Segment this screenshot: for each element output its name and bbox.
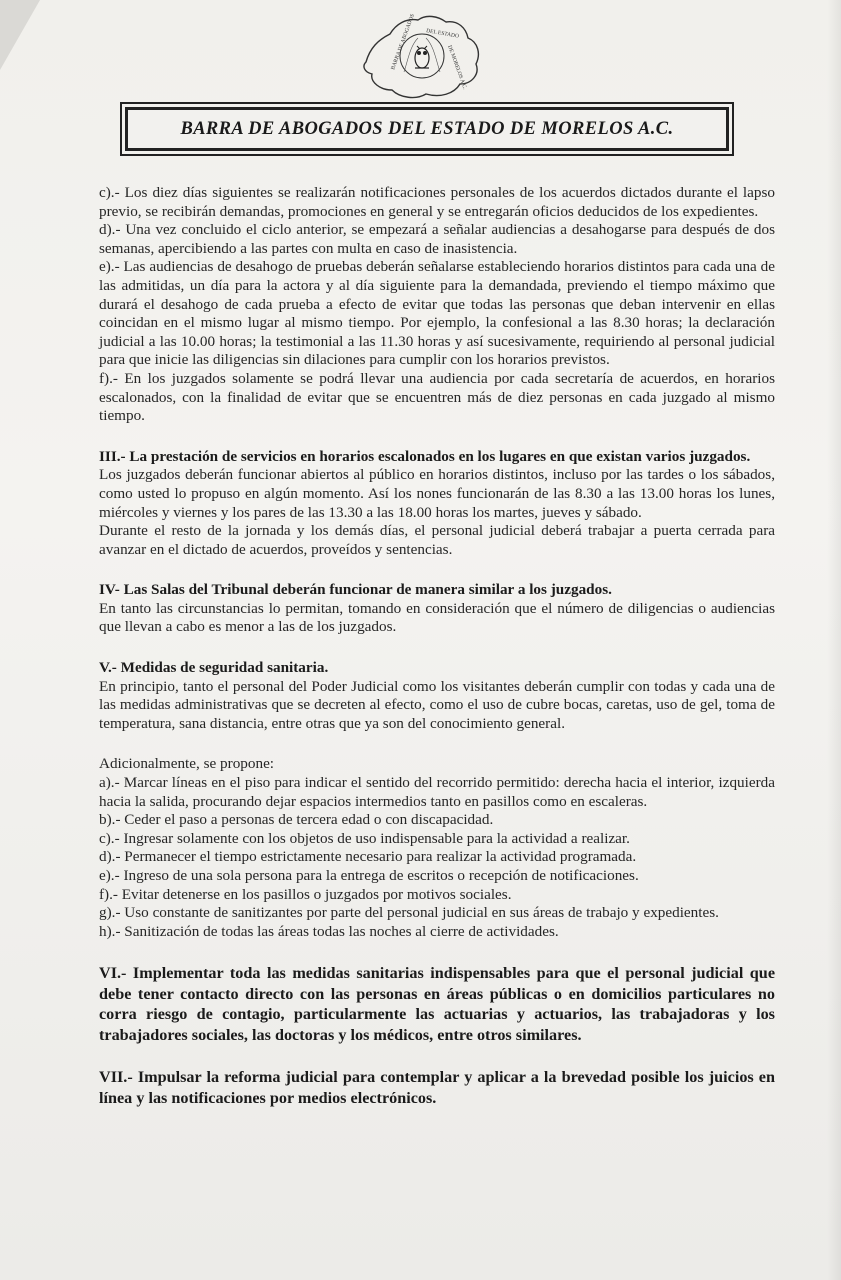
header-inner-frame bbox=[125, 107, 729, 151]
section-vii-heading: VII.- Impulsar la reforma judicial para contemplar y aplicar a la brevedad posible los juicios en línea y las notificaciones por medios electrónicos. bbox=[99, 1068, 775, 1107]
section-vi-heading: VI.- Implementar toda las medidas sanitarias indispensables para que el personal judicial que debe tener contacto directo con las personas en áreas públicas o en domicilios particulares no corra riesgo de contagio, particularmente las actuarias y actuarios, las trabajadoras y los trabajadores sociales, las doctoras y los médicos, entre otros similares. bbox=[99, 964, 775, 1044]
list-item-d: d).- Una vez concluido el ciclo anterior, se empezará a señalar audiencias a desahogarse para después de dos semanas, apercibiendo a las partes con multa en caso de inasistencia. bbox=[99, 221, 775, 257]
list-item-c: c).- Los diez días siguientes se realizarán notificaciones personales de los acuerdos dictados durante el lapso previo, se recibirán demandas, promociones en general y se entregarán oficios deducidos de los expedientes. bbox=[99, 184, 775, 220]
document-body bbox=[99, 184, 775, 1108]
header-title: BARRA DE ABOGADOS DEL ESTADO DE MORELOS A.C. bbox=[180, 118, 674, 139]
section-iii-paragraph: Durante el resto de la jornada y los demás días, el personal judicial deberá trabajar a puerta cerrada para avanzar en el dictado de acuerdos, proveídos y sentencias. bbox=[99, 522, 775, 558]
list-item-e: e).- Las audiencias de desahogo de pruebas deberán señalarse estableciendo horarios distintos para cada una de las admitidas, un día para la actora y al día siguiente para la demandada, previendo el tiempo máximo que durará el desahogo de cada prueba a efecto de evitar que todas las personas que deban intervenir en ellas coincidan en el mismo lugar al mismo tiempo. Por ejemplo, la confesional a las 8.30 horas; la declaración judicial a las 10.00 horas; la testimonial a las 11.30 horas y así sucesivamente, requiriendo al personal judicial para que inicie las diligencias sin dilaciones para cumplir con los horarios previstos. bbox=[99, 258, 775, 369]
section-v-paragraph: En principio, tanto el personal del Poder Judicial como los visitantes deberán cumplir con todas y cada una de las medidas administrativas que se decreten al efecto, como el uso de cubre bocas, caretas, uso de gel, toma de temperatura, sana distancia, entre otras que ya son del conocimiento general. bbox=[99, 677, 775, 732]
list-item-f: f).- En los juzgados solamente se podrá llevar una audiencia por cada secretaría de acuerdos, en horarios escalonados, con la finalidad de evitar que se encuentren más de diez personas en cada juzgado al mismo tiempo. bbox=[99, 369, 775, 425]
page-shadow bbox=[827, 0, 841, 1280]
svg-text:BARRA DE ABOGADOS: BARRA DE ABOGADOS bbox=[390, 13, 417, 71]
section-iii-heading: III.- La prestación de servicios en horarios escalonados en los lugares en que existan varios juzgados. bbox=[99, 447, 751, 465]
page-fold bbox=[0, 0, 40, 70]
section-v-heading: V.- Medidas de seguridad sanitaria. bbox=[99, 659, 329, 677]
section-iv-heading: IV- Las Salas del Tribunal deberán funcionar de manera similar a los juzgados. bbox=[99, 581, 612, 599]
measure-item-b: b).- Ceder el paso a personas de tercera edad o con discapacidad. bbox=[99, 811, 494, 829]
measure-item-a: a).- Marcar líneas en el piso para indicar el sentido del recorrido permitido: derecha hacia el interior, izquierda hacia la salida, procurando dejar espacios intermedios tanto en pasillos como en escaleras. bbox=[99, 774, 775, 810]
bar-association-seal-logo bbox=[360, 10, 484, 102]
measure-item-c: c).- Ingresar solamente con los objetos de uso indispensable para la actividad a realizar. bbox=[99, 829, 630, 847]
measure-item-f: f).- Evitar detenerse en los pasillos o juzgados por motivos sociales. bbox=[99, 885, 512, 903]
measure-item-h: h).- Sanitización de todas las áreas todas las noches al cierre de actividades. bbox=[99, 922, 559, 940]
svg-text:DEL ESTADO: DEL ESTADO bbox=[425, 28, 460, 40]
header-frame bbox=[120, 102, 734, 156]
section-iv-paragraph: En tanto las circunstancias lo permitan, tomando en consideración que el número de diligencias o audiencias que llevan a cabo es menor a las de los juzgados. bbox=[99, 599, 775, 636]
measure-item-e: e).- Ingreso de una sola persona para la entrega de escritos o recepción de notificaciones. bbox=[99, 867, 639, 884]
svg-text:DE MORELOS A.C.: DE MORELOS A.C. bbox=[446, 44, 468, 91]
measure-item-g: g).- Uso constante de sanitizantes por parte del personal judicial en sus áreas de trabajo y expedientes. bbox=[99, 904, 719, 922]
section-iii-paragraph: Los juzgados deberán funcionar abiertos al público en horarios distintos, incluso por las tardes o los sábados, como usted lo propuso en algún momento. Así los nones funcionarán de las 8.30 a las 13.00 horas los lunes, miércoles y viernes y los pares de las 13.30 a las 18.00 horas los martes, jueves y sábado. bbox=[99, 466, 775, 521]
section-v-intro: Adicionalmente, se propone: bbox=[99, 755, 275, 773]
measure-item-d: d).- Permanecer el tiempo estrictamente necesario para realizar la actividad programada. bbox=[99, 848, 637, 866]
